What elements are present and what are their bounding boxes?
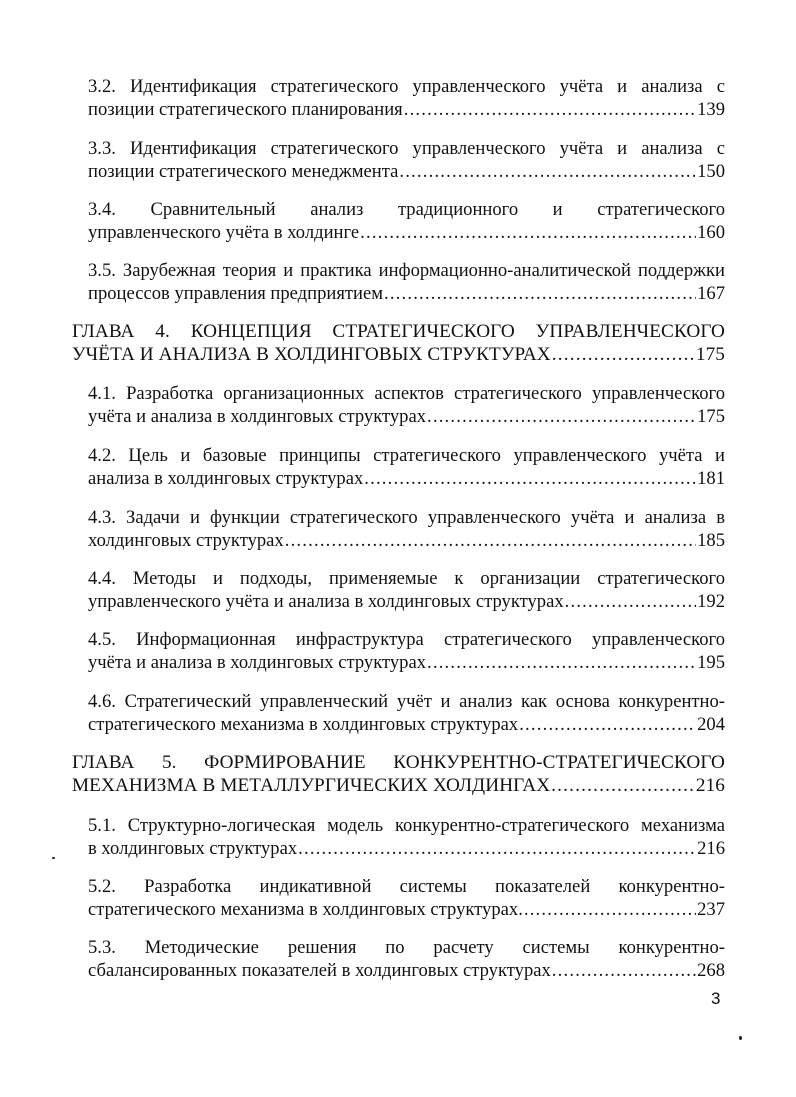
toc-page-number: 185: [697, 530, 725, 551]
dot-leader: [427, 651, 696, 674]
toc-entry-title-cont: процессов управления предприятием: [88, 283, 383, 304]
toc-entry-title-cont: позиции стратегического менеджмента: [88, 161, 399, 182]
toc-entry-title-cont: стратегического механизма в холдинговых структурах: [88, 714, 519, 735]
toc-entry-4-1[interactable]: [88, 382, 725, 428]
toc-entry-title: 3.4. Сравнительный анализ традиционного и стратегического: [88, 199, 725, 220]
dot-leader: [519, 713, 696, 736]
toc-entry-continuation: [88, 713, 725, 736]
dot-leader: [298, 837, 696, 860]
dot-leader: [360, 221, 696, 244]
scan-speck: [52, 857, 55, 859]
toc-page-number: 150: [697, 161, 725, 182]
toc-entry-title: 4.4. Методы и подходы, применяемые к организации стратегического: [88, 568, 725, 589]
toc-entry-title-cont: в холдинговых структурах: [88, 838, 298, 859]
dot-leader: [399, 160, 696, 183]
toc-entry-continuation: [88, 898, 725, 921]
toc-chapter-title-cont: МЕХАНИЗМА В МЕТАЛЛУРГИЧЕСКИХ ХОЛДИНГАХ: [72, 775, 551, 796]
toc-chapter-continuation: [72, 774, 725, 797]
toc-entry-title-cont: управленческого учёта в холдинге: [88, 222, 360, 243]
toc-entry-title-cont: сбалансированных показателей в холдинговых структурах: [88, 960, 551, 981]
toc-chapter-title: ГЛАВА 5. ФОРМИРОВАНИЕ КОНКУРЕНТНО-СТРАТЕГИЧЕСКОГО: [72, 752, 725, 773]
toc-chapter-4[interactable]: [72, 320, 725, 366]
toc-entry-continuation: [88, 959, 725, 982]
toc-page-number: 216: [697, 838, 725, 859]
toc-entry-title-cont: стратегического механизма в холдинговых структурах.: [88, 899, 523, 920]
dot-leader: [384, 282, 696, 305]
toc-page-number: 216: [695, 775, 725, 796]
toc-page-number: 139: [697, 99, 725, 120]
toc-page-number: 181: [697, 468, 725, 489]
dot-leader: [404, 98, 696, 121]
scan-speck: [739, 1036, 742, 1040]
toc-entry-continuation: [88, 467, 725, 490]
toc-entry-title: 3.5. Зарубежная теория и практика информационно-аналитической поддержки: [88, 260, 725, 281]
toc-page-number: 175: [697, 406, 725, 427]
toc-entry-5-2[interactable]: [88, 875, 725, 921]
toc-entry-4-5[interactable]: [88, 628, 725, 674]
toc-entry-4-2[interactable]: [88, 444, 725, 490]
toc-page-number: 237: [697, 899, 725, 920]
toc-chapter-title-cont: УЧЁТА И АНАЛИЗА В ХОЛДИНГОВЫХ СТРУКТУРАХ: [72, 344, 551, 365]
toc-entry-4-3[interactable]: [88, 506, 725, 552]
toc-page-number: 175: [695, 344, 725, 365]
toc-entry-continuation: [88, 282, 725, 305]
toc-entry-title: 5.2. Разработка индикативной системы показателей конкурентно-: [88, 876, 725, 897]
toc-entry-title: 3.2. Идентификация стратегического управленческого учёта и анализа с: [88, 76, 725, 97]
toc-entry-title: 5.3. Методические решения по расчету системы конкурентно-: [88, 937, 725, 958]
toc-entry-4-4[interactable]: [88, 567, 725, 613]
dot-leader: [524, 898, 696, 921]
toc-entry-continuation: [88, 405, 725, 428]
toc-entry-title: 5.1. Структурно-логическая модель конкурентно-стратегического механизма: [88, 815, 725, 836]
toc-entry-continuation: [88, 221, 725, 244]
toc-entry-title-cont: учёта и анализа в холдинговых структурах: [88, 406, 427, 427]
dot-leader: [565, 590, 696, 613]
toc-entry-title: 4.1. Разработка организационных аспектов стратегического управленческого: [88, 383, 725, 404]
toc-page-number: 160: [697, 222, 725, 243]
page-number: 3: [711, 989, 721, 1008]
toc-entry-title: 4.2. Цель и базовые принципы стратегического управленческого учёта и: [88, 445, 725, 466]
toc-entry-5-1[interactable]: [88, 814, 725, 860]
toc-chapter-5[interactable]: [72, 751, 725, 797]
toc-entry-title-cont: холдинговых структурах: [88, 530, 284, 551]
toc-chapter-title: ГЛАВА 4. КОНЦЕПЦИЯ СТРАТЕГИЧЕСКОГО УПРАВЛЕНЧЕСКОГО: [72, 321, 725, 342]
dot-leader: [552, 959, 696, 982]
toc-entry-continuation: [88, 98, 725, 121]
toc-entry-title: 4.3. Задачи и функции стратегического управленческого учёта и анализа в: [88, 507, 725, 528]
toc-page-number: 167: [697, 283, 725, 304]
toc-entry-title: 3.3. Идентификация стратегического управленческого учёта и анализа с: [88, 138, 725, 159]
dot-leader: [552, 343, 695, 366]
toc-entry-title-cont: учёта и анализа в холдинговых структурах: [88, 652, 427, 673]
toc-entry-4-6[interactable]: [88, 690, 725, 736]
toc-entry-continuation: [88, 651, 725, 674]
toc-entry-3-5[interactable]: [88, 259, 725, 305]
toc-entry-title-cont: управленческого учёта и анализа в холдинговых структурах: [88, 591, 564, 612]
toc-page-number: 268: [697, 960, 725, 981]
dot-leader: [364, 467, 696, 490]
toc-entry-5-3[interactable]: [88, 936, 725, 982]
toc-page-number: 195: [697, 652, 725, 673]
toc-entry-title: 4.5. Информационная инфраструктура стратегического управленческого: [88, 629, 725, 650]
toc-entry-continuation: [88, 160, 725, 183]
toc-entry-3-4[interactable]: [88, 198, 725, 244]
toc-chapter-continuation: [72, 343, 725, 366]
toc-page-number: 204: [697, 714, 725, 735]
toc-entry-continuation: [88, 529, 725, 552]
toc-entry-title-cont: анализа в холдинговых структурах: [88, 468, 364, 489]
dot-leader: [427, 405, 696, 428]
toc-entry-3-2[interactable]: [88, 75, 725, 121]
toc-entry-continuation: [88, 590, 725, 613]
toc-entry-continuation: [88, 837, 725, 860]
toc-page-number: 192: [697, 591, 725, 612]
dot-leader: [285, 529, 696, 552]
toc-entry-title: 4.6. Стратегический управленческий учёт и анализ как основа конкурентно-: [88, 691, 725, 712]
dot-leader: [551, 774, 695, 797]
toc-entry-title-cont: позиции стратегического планирования: [88, 99, 403, 120]
toc-entry-3-3[interactable]: [88, 137, 725, 183]
